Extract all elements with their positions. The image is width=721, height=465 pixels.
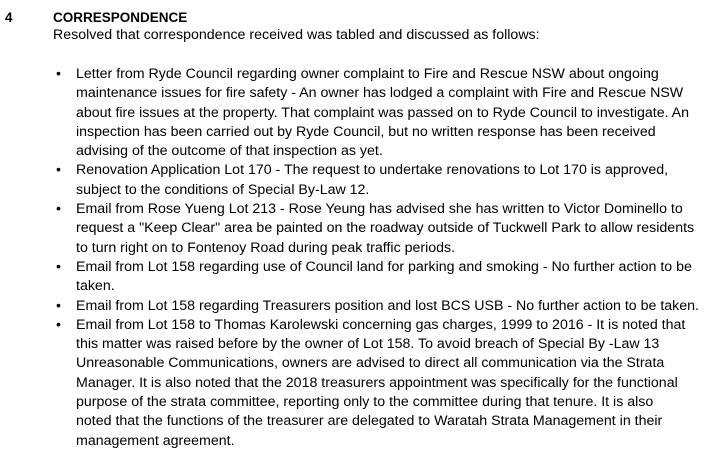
list-item-line: Email from Lot 158 regarding use of Council land for parking and smoking - No further action to be: [76, 258, 692, 275]
agenda-item-heading: CORRESPONDENCE: [53, 10, 188, 25]
list-item-line: Email from Lot 158 to Thomas Karolewski concerning gas charges, 1999 to 2016 - It is noted that: [76, 316, 686, 333]
resolution-intro: Resolved that correspondence received was tabled and discussed as follows:: [53, 27, 540, 43]
list-item-line: purpose of the strata committee, reporting only to the committee during that tenure. It is also: [76, 394, 654, 411]
list-item-line: inspection has been carried out by Ryde Council, but no written response has been received: [76, 123, 656, 140]
list-item-line: Renovation Application Lot 170 - The request to undertake renovations to Lot 170 is approved,: [76, 162, 669, 179]
list-item: [53, 200, 721, 258]
list-item-line: request a "Keep Clear" area be painted on the roadway outside of Tuckwell Park to allow residents: [76, 220, 695, 237]
list-item-line: noted that the functions of the treasurer are delegated to Waratah Strata Management in their: [76, 413, 663, 430]
list-item-line: Letter from Ryde Council regarding owner complaint to Fire and Rescue NSW about ongoing: [76, 66, 659, 82]
list-item-line: advising of the outcome of that inspection as yet.: [76, 143, 383, 160]
list-item-line: management agreement.: [76, 432, 235, 449]
bullet-icon: •: [56, 316, 61, 333]
list-item-line: this matter was raised before by the owner of Lot 158. To avoid breach of Special By -Law 13: [76, 336, 660, 353]
bullet-icon: •: [56, 66, 61, 82]
list-item-line: Email from Rose Yueng Lot 213 - Rose Yeung has advised she has written to Victor Dominello to: [76, 201, 683, 218]
bullet-icon: •: [56, 297, 61, 314]
bullet-icon: •: [56, 162, 61, 179]
list-item-line: about fire issues at the property. That complaint was passed on to Ryde Council to investigate. An: [76, 104, 690, 121]
list-item: [53, 161, 721, 200]
list-item: [53, 65, 721, 161]
list-item-line: taken.: [76, 278, 115, 295]
list-item: [53, 316, 721, 451]
list-item-line: Manager. It is also noted that the 2018 treasurers appointment was specifically for the functional: [76, 374, 678, 391]
list-item-line: Email from Lot 158 regarding Treasurers position and lost BCS USB - No further action to be taken.: [76, 297, 699, 314]
list-item: [53, 297, 721, 316]
agenda-item-number: 4: [5, 10, 13, 25]
list-item-line: subject to the conditions of Special By-Law 12.: [76, 181, 370, 198]
bullet-icon: •: [56, 201, 61, 218]
bullet-icon: •: [56, 258, 61, 275]
list-item-line: to turn right on to Fontenoy Road during peak traffic periods.: [76, 239, 456, 256]
list-item-line: Unreasonable Communications, owners are advised to direct all communication via the Strata: [76, 355, 665, 372]
list-item-line: maintenance issues for fire safety - An owner has lodged a complaint with Fire and Rescue NSW: [76, 85, 684, 102]
correspondence-list: [53, 65, 721, 451]
list-item: [53, 258, 721, 297]
